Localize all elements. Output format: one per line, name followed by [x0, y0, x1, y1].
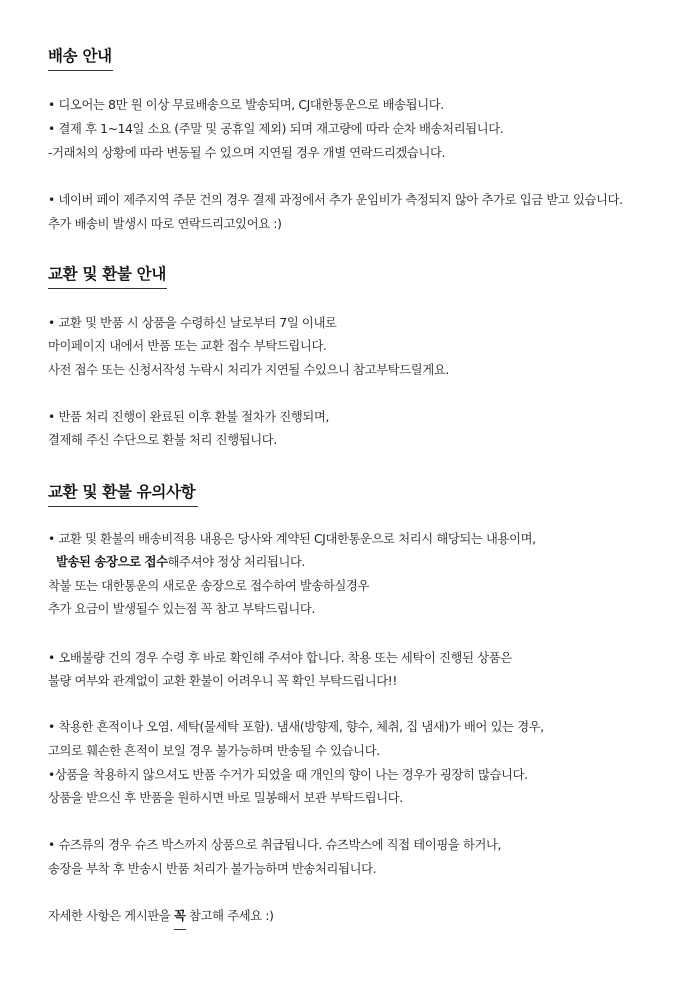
exchange-line-5: 결제해 주신 수단으로 환불 처리 진행됩니다. [48, 433, 277, 447]
footer-emphasis: 꼭 [173, 909, 186, 923]
footer-note [48, 908, 274, 924]
exchange-line-3: 사전 접수 또는 신청서작성 누락시 처리가 지연될 수있으니 참고부탁드릴게요. [48, 363, 449, 377]
precaution-line-11: • 슈즈류의 경우 슈즈 박스까지 상품으로 취급됩니다. 슈즈박스에 직접 테이핑을 하거나, [48, 838, 502, 852]
section-heading-shipping: 배송 안내 [48, 47, 112, 65]
precaution-line-5: • 오배불량 건의 경우 수령 후 바로 확인해 주셔야 합니다. 착용 또는 세탁이 진행된 상품은 [48, 651, 512, 665]
precaution-line-6: 불량 여부와 관계없이 교환 환불이 어려우니 꼭 확인 부탁드립니다!! [48, 674, 397, 688]
precaution-line-1: • 교환 및 환불의 배송비적용 내용은 당사와 계약된 CJ대한통운으로 처리시 해당되는 내용이며, [48, 532, 536, 546]
shipping-line-3: -거래처의 상황에 따라 변동될 수 있으며 지연될 경우 개별 연락드리겠습니다. [48, 146, 446, 160]
shipping-line-4: • 네이버 페이 제주지역 주문 건의 경우 결제 과정에서 추가 운임비가 측정되지 않아 추가로 입금 받고 있습니다. [48, 193, 623, 207]
precaution-line-12: 송장을 부착 후 반송시 반품 처리가 불가능하며 반송처리됩니다. [48, 862, 377, 876]
precaution-line-4: 추가 요금이 발생될수 있는점 꼭 참고 부탁드립니다. [48, 602, 316, 616]
shipping-line-5: 추가 배송비 발생시 따로 연락드리고있어요 :) [48, 217, 282, 231]
section-heading-exchange-refund: 교환 및 환불 안내 [48, 265, 167, 283]
precaution-line-10: 상품을 받으신 후 반품을 원하시면 바로 밀봉해서 보관 부탁드립니다. [48, 791, 403, 805]
precaution-line-9: •상품을 착용하지 않으셔도 반품 수거가 되었을 때 개인의 향이 나는 경우가 굉장히 많습니다. [48, 768, 528, 782]
heading-underline [48, 506, 198, 507]
shipping-line-1: • 디오어는 8만 원 이상 무료배송으로 발송되며, CJ대한통운으로 배송됩니다. [48, 98, 444, 112]
precaution-line-8: 고의로 훼손한 흔적이 보일 경우 불가능하며 반송될 수 있습니다. [48, 744, 380, 758]
exchange-line-2: 마이페이지 내에서 반품 또는 교환 접수 부탁드립니다. [48, 339, 327, 353]
heading-underline [48, 288, 167, 289]
footer-text-before: 자세한 사항은 게시판을 [48, 909, 174, 923]
precaution-line-3: 착불 또는 대한통운의 새로운 송장으로 접수하여 발송하실경우 [48, 579, 370, 593]
precaution-line-2 [56, 554, 305, 570]
precaution-line-7: • 착용한 흔적이나 오염. 세탁(물세탁 포함). 냄새(방향제, 향수, 체취, 집 냄새)가 배어 있는 경우, [48, 720, 544, 734]
section-heading-precautions: 교환 및 환불 유의사항 [48, 483, 196, 501]
shipping-line-2: • 결제 후 1~14일 소요 (주말 및 공휴일 제외) 되며 재고량에 따라 순차 배송처리됩니다. [48, 122, 504, 136]
exchange-line-4: • 반품 처리 진행이 완료된 이후 환불 절차가 진행되며, [48, 410, 330, 424]
precaution-line-2-rest: 해주셔야 정상 처리됩니다. [167, 555, 306, 569]
exchange-line-1: • 교환 및 반품 시 상품을 수령하신 날로부터 7일 이내로 [48, 316, 337, 330]
heading-underline [48, 70, 113, 71]
emphasis-text: 발송된 송장으로 접수 [56, 555, 168, 569]
footer-text-after: 참고해 주세요 :) [185, 909, 274, 923]
